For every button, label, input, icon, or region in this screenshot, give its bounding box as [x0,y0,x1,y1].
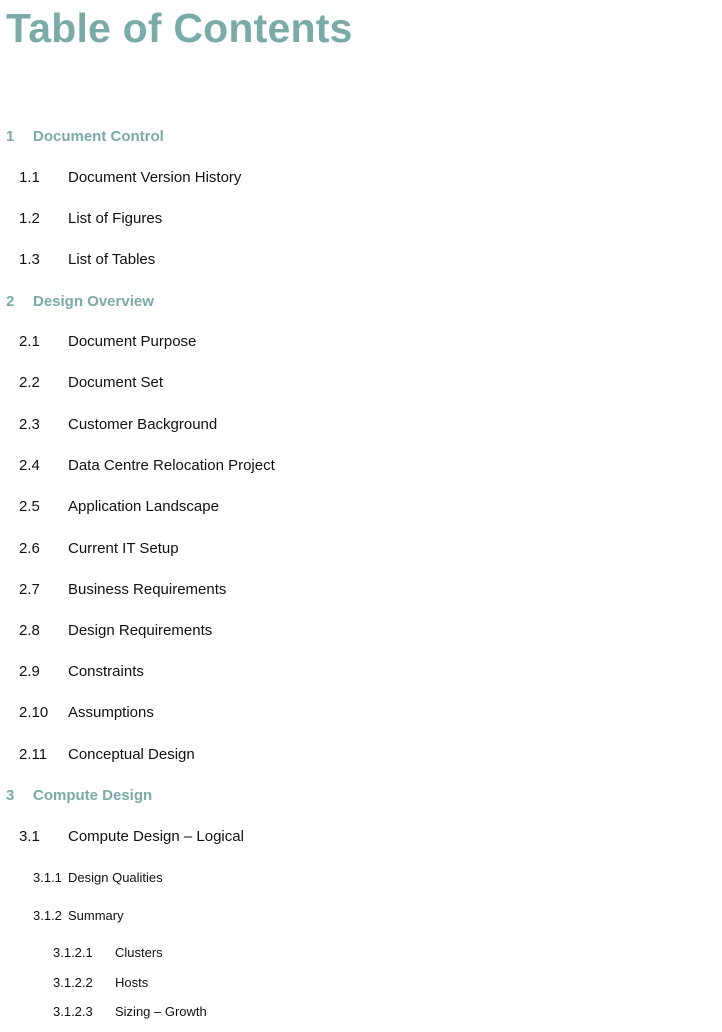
toc-entry-label: Design Requirements [68,622,213,639]
toc-entry-number: 2.1 [19,333,40,350]
toc-entry-number: 3.1.2.1 [53,945,93,960]
toc-entry-number: 1.1 [19,169,40,186]
toc-entry-label: List of Figures [68,210,163,227]
toc-entry-label: Conceptual Design [68,746,195,763]
toc-entry-number: 2 [6,293,15,310]
toc-entry-label: Compute Design – Logical [68,828,244,845]
toc-entry-label: Application Landscape [68,498,219,515]
toc-entry-label: Design Qualities [68,870,163,885]
toc-entry-number: 2.11 [19,746,48,763]
toc-entry-number: 3.1.2 [33,908,62,923]
toc-entry-number: 2.10 [19,704,49,721]
page-title: Table of Contents [6,5,353,51]
toc-entry-number: 3.1.2.2 [53,975,93,990]
toc-entry-label: Business Requirements [68,581,227,598]
toc-entry-number: 2.9 [19,663,40,680]
toc-entry-label: Design Overview [33,293,154,310]
toc-entry-label: Current IT Setup [68,540,179,557]
toc-entry-label: Assumptions [68,704,154,721]
toc-entry-label: Document Set [68,374,164,391]
toc-entry-label: Document Control [33,128,164,145]
toc-entry-number: 2.3 [19,416,40,433]
toc-entry-label: Summary [68,908,124,923]
toc-entry-number: 3.1.2.3 [53,1004,93,1019]
toc-entry-number: 2.8 [19,622,40,639]
toc-entry-label: Customer Background [68,416,218,433]
toc-entry-number: 2.4 [19,457,40,474]
toc-entry-number: 3 [6,787,15,804]
toc-entry-number: 1 [6,128,15,145]
toc-entry-number: 2.5 [19,498,40,515]
toc-entry-label: Clusters [115,945,163,960]
toc-entry-number: 2.6 [19,540,40,557]
toc-entry-number: 2.2 [19,374,40,391]
toc-entry-label: Document Version History [68,169,242,186]
toc-entry-number: 1.3 [19,251,40,268]
toc-entry-label: Compute Design [33,787,153,804]
toc-entry-number: 3.1 [19,828,40,845]
toc-entry-number: 2.7 [19,581,40,598]
toc-entry-label: Hosts [115,975,149,990]
toc-entry-label: List of Tables [68,251,156,268]
toc-entry-label: Constraints [68,663,144,680]
toc-entry-label: Data Centre Relocation Project [68,457,275,474]
toc-entry-label: Sizing – Growth [115,1004,207,1019]
toc-entry-label: Document Purpose [68,333,197,350]
toc-entry-number: 1.2 [19,210,40,227]
toc-entry-number: 3.1.1 [33,870,62,885]
